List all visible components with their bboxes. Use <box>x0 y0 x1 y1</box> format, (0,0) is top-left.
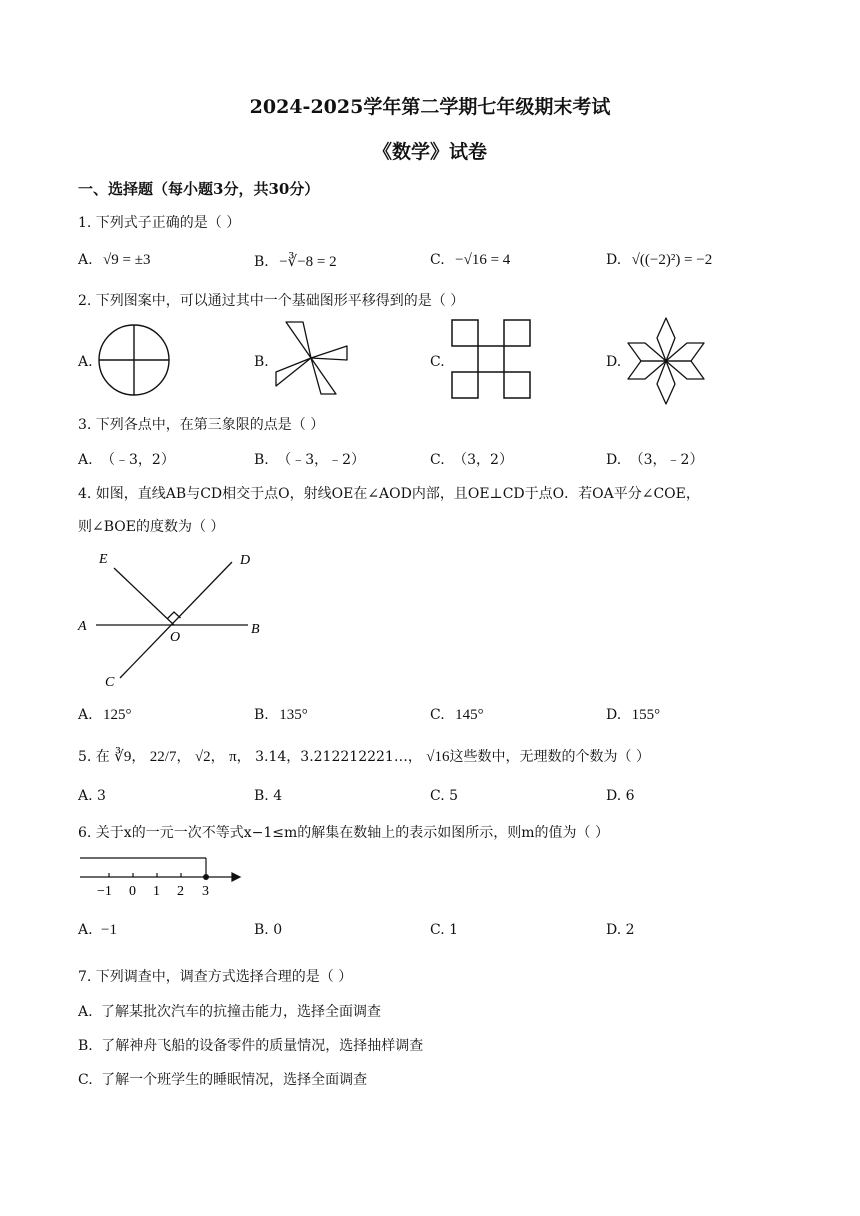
option-text: 了解一个班学生的睡眠情况，选择全面调查 <box>101 1072 368 1088</box>
option-letter: A. <box>78 922 93 938</box>
option-letter: A. <box>78 1004 93 1020</box>
option-text: −1 <box>101 922 117 938</box>
question-4-stem-line1: 4. 如图，直线AB与CD相交于点O，射线OE在∠AOD内部，且OE⊥CD于点O．若OA平分∠COE， <box>78 486 700 502</box>
q6-option-d <box>606 922 635 938</box>
star-figure <box>624 316 708 406</box>
q1-option-d <box>606 252 712 269</box>
option-text: 了解神舟飞船的设备零件的质量情况，选择抽样调查 <box>101 1038 424 1054</box>
option-text: （3，﹣2） <box>629 452 704 468</box>
q5-number-sqrt2: √2 <box>194 749 211 765</box>
q5-number-cbrt9: ∛9 <box>114 749 132 765</box>
tick-label-2: 2 <box>177 884 184 899</box>
q4-option-b <box>254 707 308 724</box>
question-3-stem: 3. 下列各点中，在第三象限的点是（ ） <box>78 417 325 433</box>
label-d: D <box>240 553 251 568</box>
option-letter: C. <box>430 922 445 938</box>
q5-number-pi: π <box>229 749 237 765</box>
squares-figure <box>450 318 534 402</box>
option-letter: D. <box>606 922 622 938</box>
q3-option-c <box>430 449 513 469</box>
option-expression: −√16 = 4 <box>455 252 511 268</box>
option-letter: B. <box>254 788 269 804</box>
q5-option-a <box>78 788 106 804</box>
tick-label-0: 0 <box>129 884 136 899</box>
option-letter: B. <box>78 1038 93 1054</box>
q5-option-b <box>254 788 282 804</box>
q1-option-c <box>430 252 510 269</box>
q5-number-314: 3.14 <box>255 749 287 765</box>
question-4-stem-line2: 则∠BOE的度数为（ ） <box>78 519 225 535</box>
option-expression: √9 = ±3 <box>103 252 151 268</box>
q3-option-a <box>78 449 175 469</box>
option-text: 125° <box>103 707 132 723</box>
q4-option-c <box>430 707 484 724</box>
q6-option-a <box>78 922 117 939</box>
q5-option-c <box>430 788 458 804</box>
option-letter: C. <box>430 707 445 723</box>
number-line-figure <box>72 850 244 902</box>
q7-option-a <box>78 1001 381 1021</box>
option-letter: B. <box>254 922 269 938</box>
circle-cross-figure <box>96 322 172 398</box>
question-1-stem: 1. 下列式子正确的是（ ） <box>78 215 241 231</box>
option-letter: C. <box>430 452 445 468</box>
intersecting-lines-figure <box>70 540 280 695</box>
label-b: B <box>251 622 260 637</box>
question-7-stem: 7. 下列调查中，调查方式选择合理的是（ ） <box>78 969 353 985</box>
q2-option-d-letter: D. <box>606 354 622 370</box>
option-letter: A. <box>78 252 93 268</box>
option-text: 0 <box>273 922 283 938</box>
option-text: （3，2） <box>453 452 513 468</box>
option-text: 5 <box>449 788 459 804</box>
option-letter: C. <box>78 1072 93 1088</box>
tick-label-3: 3 <box>202 884 209 899</box>
option-letter: C. <box>430 788 445 804</box>
option-letter: B. <box>254 452 269 468</box>
label-e: E <box>99 552 108 567</box>
option-letter: B. <box>254 707 269 723</box>
option-letter: B. <box>254 254 269 270</box>
option-text: 3 <box>97 788 106 804</box>
q2-option-c-letter: C. <box>430 354 445 370</box>
q6-option-c <box>430 922 458 938</box>
option-letter: D. <box>606 252 622 268</box>
option-letter: D. <box>606 788 622 804</box>
option-text: 了解某批次汽车的抗撞击能力，选择全面调查 <box>101 1004 382 1020</box>
option-text: （﹣3，2） <box>101 452 175 468</box>
q3-option-d <box>606 449 703 469</box>
q7-option-b <box>78 1035 423 1055</box>
option-expression: −∛−8 = 2 <box>279 254 337 270</box>
option-text: 155° <box>631 707 661 723</box>
label-c: C <box>105 675 115 690</box>
option-text: （﹣3，﹣2） <box>277 452 366 468</box>
q5-number-sqrt16: √16 <box>426 749 450 765</box>
q4-option-d <box>606 707 660 724</box>
option-expression: √((−2)²) = −2 <box>631 252 713 268</box>
option-text: 4 <box>273 788 283 804</box>
section-heading: 一、选择题（每小题3分，共30分） <box>78 180 320 198</box>
q5-suffix: 这些数中，无理数的个数为（ ） <box>449 749 650 765</box>
option-letter: A. <box>78 788 93 804</box>
q5-option-d <box>606 788 635 804</box>
question-2-stem: 2. 下列图案中，可以通过其中一个基础图形平移得到的是（ ） <box>78 293 465 309</box>
option-text: 2 <box>625 922 635 938</box>
tick-label-neg1: −1 <box>97 884 112 899</box>
option-letter: D. <box>606 707 622 723</box>
question-6-stem: 6. 关于x的一元一次不等式x−1≤m的解集在数轴上的表示如图所示，则m的值为（ ） <box>78 825 609 841</box>
option-letter: C. <box>430 252 445 268</box>
q3-option-b <box>254 449 365 469</box>
q2-option-a-letter: A. <box>78 354 93 370</box>
exam-title: 2024-2025学年第二学期七年级期末考试 <box>249 96 611 118</box>
exam-subtitle: 《数学》试卷 <box>372 141 487 163</box>
question-5-stem: 5. 在 ∛9， 22/7， √2， π， 3.14，3.212212221…， √16这些数中，无理数的个数为（ ） <box>78 749 650 765</box>
q5-number-repeating: 3.212212221… <box>300 749 408 765</box>
label-o: O <box>170 630 181 645</box>
q5-number-fraction: 22/7 <box>149 749 177 765</box>
q1-option-b <box>254 252 337 271</box>
option-text: 6 <box>625 788 635 804</box>
label-a: A <box>78 619 87 634</box>
option-text: 145° <box>455 707 484 723</box>
q5-prefix: 5. 在 <box>78 749 110 765</box>
q2-option-b-letter: B. <box>254 354 269 370</box>
option-text: 135° <box>279 707 308 723</box>
option-letter: A. <box>78 452 93 468</box>
option-text: 1 <box>449 922 459 938</box>
q1-option-a <box>78 252 150 269</box>
q6-option-b <box>254 922 282 938</box>
q7-option-c <box>78 1069 367 1089</box>
tick-label-1: 1 <box>153 884 160 899</box>
option-letter: D. <box>606 452 622 468</box>
q4-option-a <box>78 707 132 724</box>
pinwheel-figure <box>270 318 352 398</box>
option-letter: A. <box>78 707 93 723</box>
